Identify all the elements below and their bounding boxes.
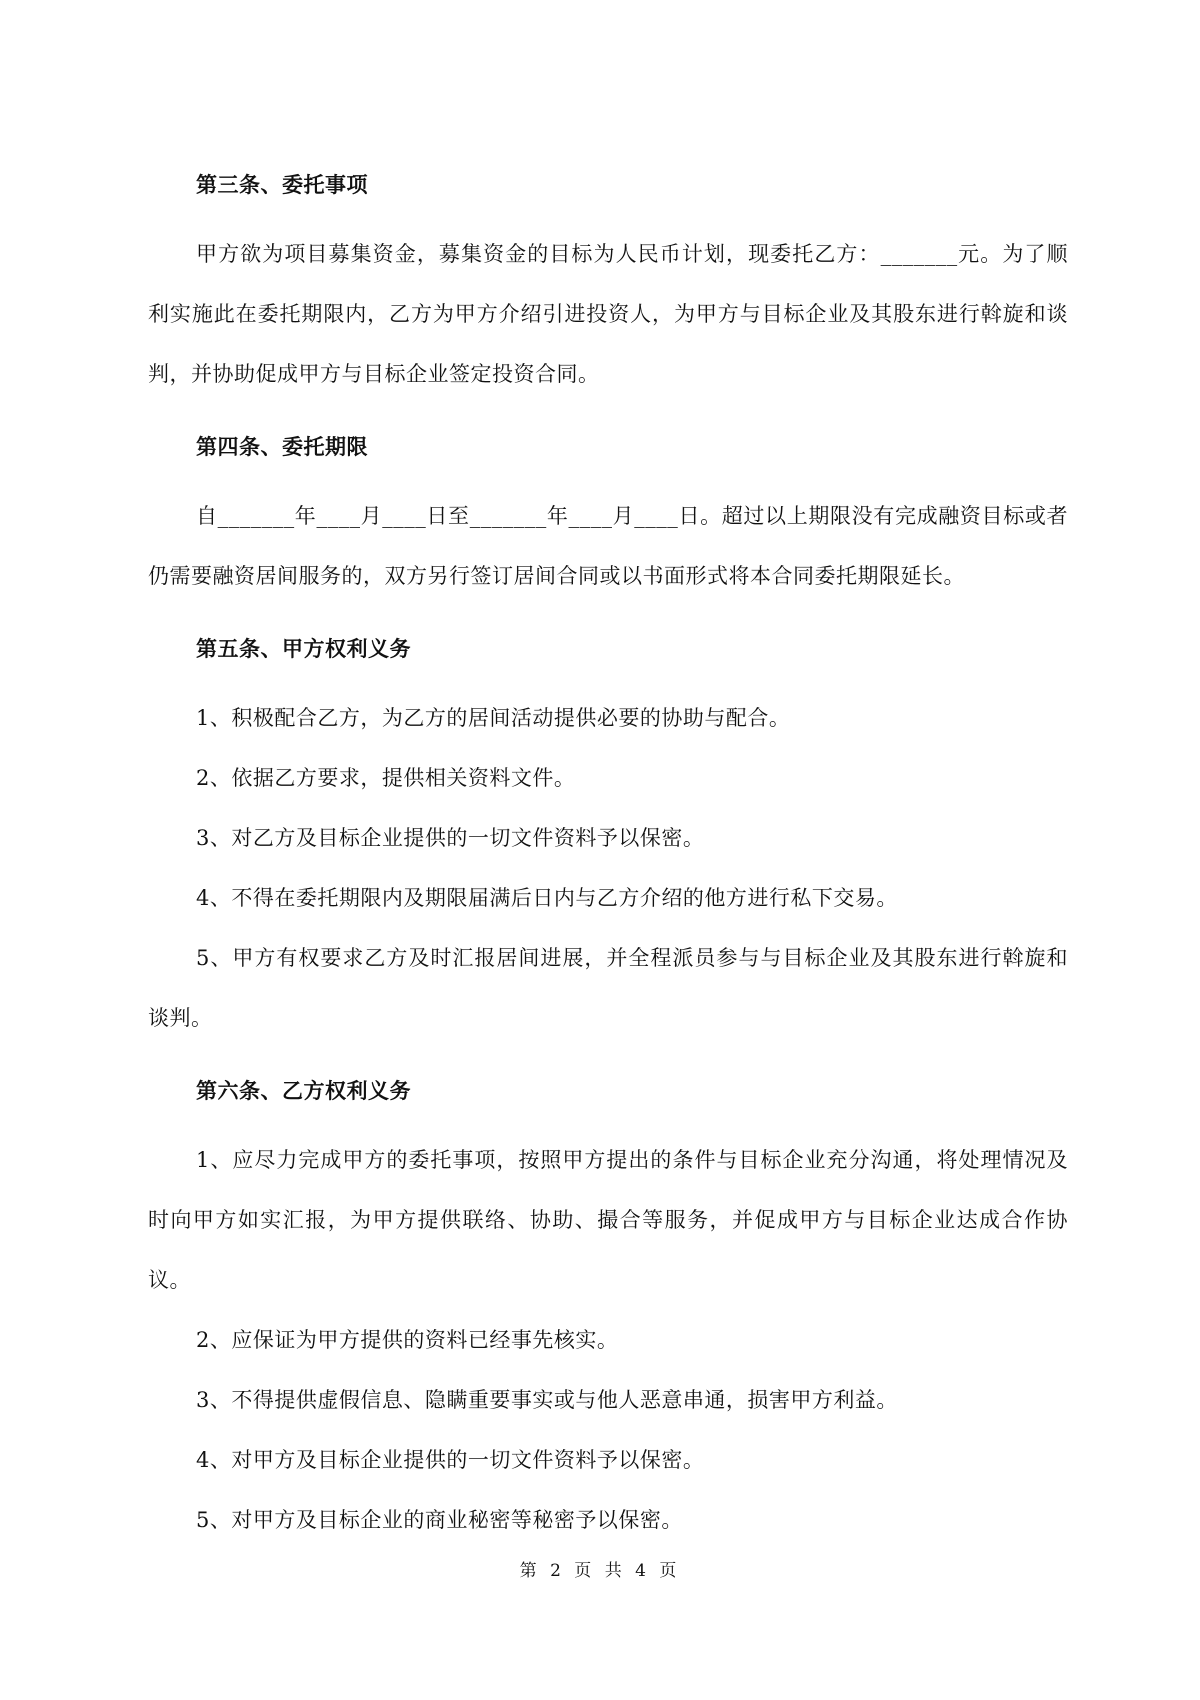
section-heading-5: 第五条、甲方权利义务 [196,637,411,661]
section-6-item-3: 3、不得提供虚假信息、隐瞒重要事实或与他人恶意串通，损害甲方利益。 [196,1388,898,1412]
document-body [148,158,1068,1550]
section-5-item-1: 1、积极配合乙方，为乙方的居间活动提供必要的协助与配合。 [196,706,791,730]
section-5-item-2: 2、依据乙方要求，提供相关资料文件。 [196,766,576,790]
section-6-item-4: 4、对甲方及目标企业提供的一切文件资料予以保密。 [196,1448,705,1472]
section-heading-6: 第六条、乙方权利义务 [196,1079,411,1103]
section-5-item-3: 3、对乙方及目标企业提供的一切文件资料予以保密。 [196,826,705,850]
page-number-footer: 第 2 页 共 4 页 [519,1561,681,1581]
section-6-item-1: 1、应尽力完成甲方的委托事项，按照甲方提出的条件与目标企业充分沟通，将处理情况及时向甲方如实汇报，为甲方提供联络、协助、撮合等服务，并促成甲方与目标企业达成合作协议。 [148,1148,1068,1292]
section-6-item-5: 5、对甲方及目标企业的商业秘密等秘密予以保密。 [196,1508,683,1532]
section-5-item-4: 4、不得在委托期限内及期限届满后日内与乙方介绍的他方进行私下交易。 [196,886,898,910]
section-4-paragraph-1: 自_______年____月____日至_______年____月____日。超过以上期限没有完成融资目标或者仍需要融资居间服务的，双方另行签订居间合同或以书面形式将本合同委托期限延长。 [148,504,1068,588]
section-heading-3: 第三条、委托事项 [196,173,368,197]
section-heading-4: 第四条、委托期限 [196,435,368,459]
section-3-paragraph-1: 甲方欲为项目募集资金，募集资金的目标为人民币计划，现委托乙方：_______元。为了顺利实施此在委托期限内，乙方为甲方介绍引进投资人，为甲方与目标企业及其股东进行斡旋和谈判，并协助促成甲方与目标企业签定投资合同。 [148,242,1068,386]
section-6-item-2: 2、应保证为甲方提供的资料已经事先核实。 [196,1328,619,1352]
section-5-item-5: 5、甲方有权要求乙方及时汇报居间进展，并全程派员参与与目标企业及其股东进行斡旋和谈判。 [148,946,1068,1030]
